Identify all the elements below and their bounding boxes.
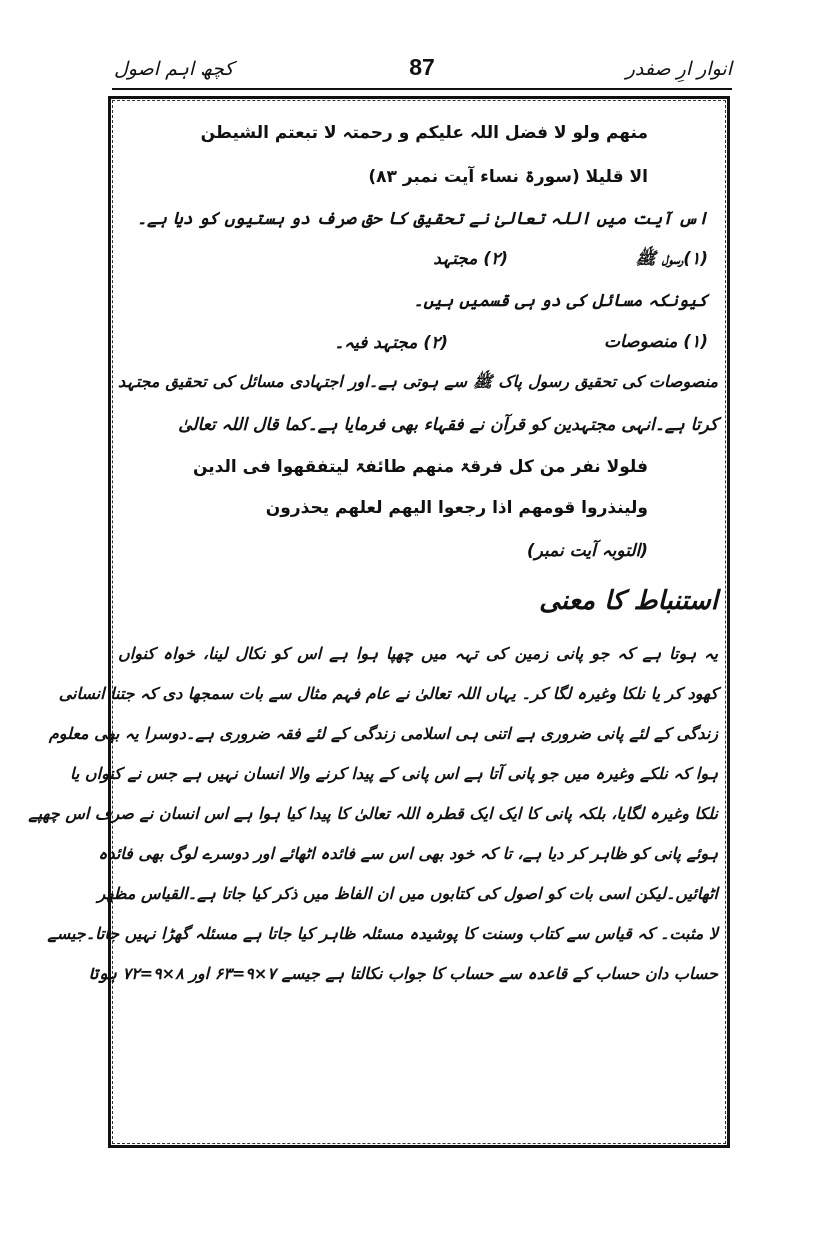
paragraph-line-4: ہوا کہ نلکے وغیرہ میں جو پانی آتا ہے اس پانی کے پیدا کرنے والا انسان نہیں ہے جس نے کنواں یا [69,764,718,783]
paragraph-line-3: زندگی کے لئے پانی ضروری ہے اتنی ہی اسلامی زندگی کے لئے فقہ ضروری ہے۔دوسرا یہ بھی معلوم [48,724,718,743]
chapter-title: کچھ اہم اصول [114,58,234,80]
paragraph-line-5: نلکا وغیرہ لگایا، بلکہ پانی کا ایک ایک قطرہ اللہ تعالیٰ کا پیدا کیا ہوا ہے اس انسان نے صرف اس چھپے [28,804,718,823]
quran-verse-line-2: الا قلیلا (سورۃ نساء آیت نمبر ۸۳) [368,167,648,187]
quran-verse-line-10: ولینذروا قومھم اذا رجعوا الیھم لعلھم یحذرون [265,498,648,518]
paragraph-line-9: حساب دان حساب کے قاعدہ سے حساب کا جواب نکالتا ہے جیسے ۷×۹=۶۳ اور ۸×۹=۷۲ ہوتا [88,964,718,983]
verse-reference: (التوبہ آیت نمبر) [526,541,648,561]
paragraph-line-1: یہ ہوتا ہے کہ جو پانی زمین کی تہہ میں چھپا ہوا ہے اس کو نکال لینا، خواہ کنواں [118,644,718,663]
paragraph-line-2: کھود کر یا نلکا وغیرہ لگا کر۔ یہاں اللہ تعالیٰ نے عام فہم مثال سے بات سمجھا دی کہ جتنا انسانی [58,684,718,703]
list-item-mujtahad-fih: (۲) مجتہد فیہ۔ [334,333,448,353]
paragraph-line-6: ہوئے پانی کو ظاہر کر دیا ہے، تا کہ خود بھی اس سے فائدہ اٹھائے اور دوسرے لوگ بھی فائدہ [98,844,718,863]
section-heading: استنباط کا معنی [539,586,718,616]
header-rule [112,88,732,90]
text-line-7: منصوصات کی تحقیق رسول پاک ﷺ سے ہوتی ہے۔اور اجتہادی مسائل کی تحقیق مجتہد [118,372,719,391]
quran-verse-line-9: فلولا نفر من کل فرقۃ منھم طائفۃ لیتفقھوا فی الدین [192,457,648,477]
paragraph-line-7: اٹھائیں۔لیکن اسی بات کو اصول کی کتابوں میں ان الفاظ میں ذکر کیا جاتا ہے۔القیاس مظھر [97,884,718,903]
book-title: انوار ارِ صفدر [625,58,732,80]
list-item-mansusat: (۱) منصوصات [604,332,708,352]
paragraph-line-8: لا مثبت۔ کہ قیاس سے کتاب وسنت کا پوشیدہ مسئلہ ظاہر کیا جاتا ہے مسئلہ گھڑا نہیں جاتا۔جیسے [47,924,718,943]
page-number: 87 [409,54,435,80]
quran-verse-line-1: منھم ولو لا فضل اللہ علیکم و رحمتہ لا تبعتم الشیطن [200,123,648,143]
page-border-inner [28,100,726,1144]
text-line-5: کیونکہ مسائل کی دو ہی قسمیں ہیں۔ [413,291,708,311]
text-line-8: کرتا ہے۔انہی مجتہدین کو قرآن نے فقہاء بھی فرمایا ہے۔کما قال اللہ تعالیٰ [178,415,718,435]
list-item-mujtahid: (۲) مجتہد [433,249,508,269]
text-line-3: اس آیت میں اللہ تعالیٰ نے تحقیق کا حق صرف دو ہستیوں کو دیا ہے۔ [137,209,708,229]
list-item-messenger: (۱)رسول ﷺ [635,249,708,269]
